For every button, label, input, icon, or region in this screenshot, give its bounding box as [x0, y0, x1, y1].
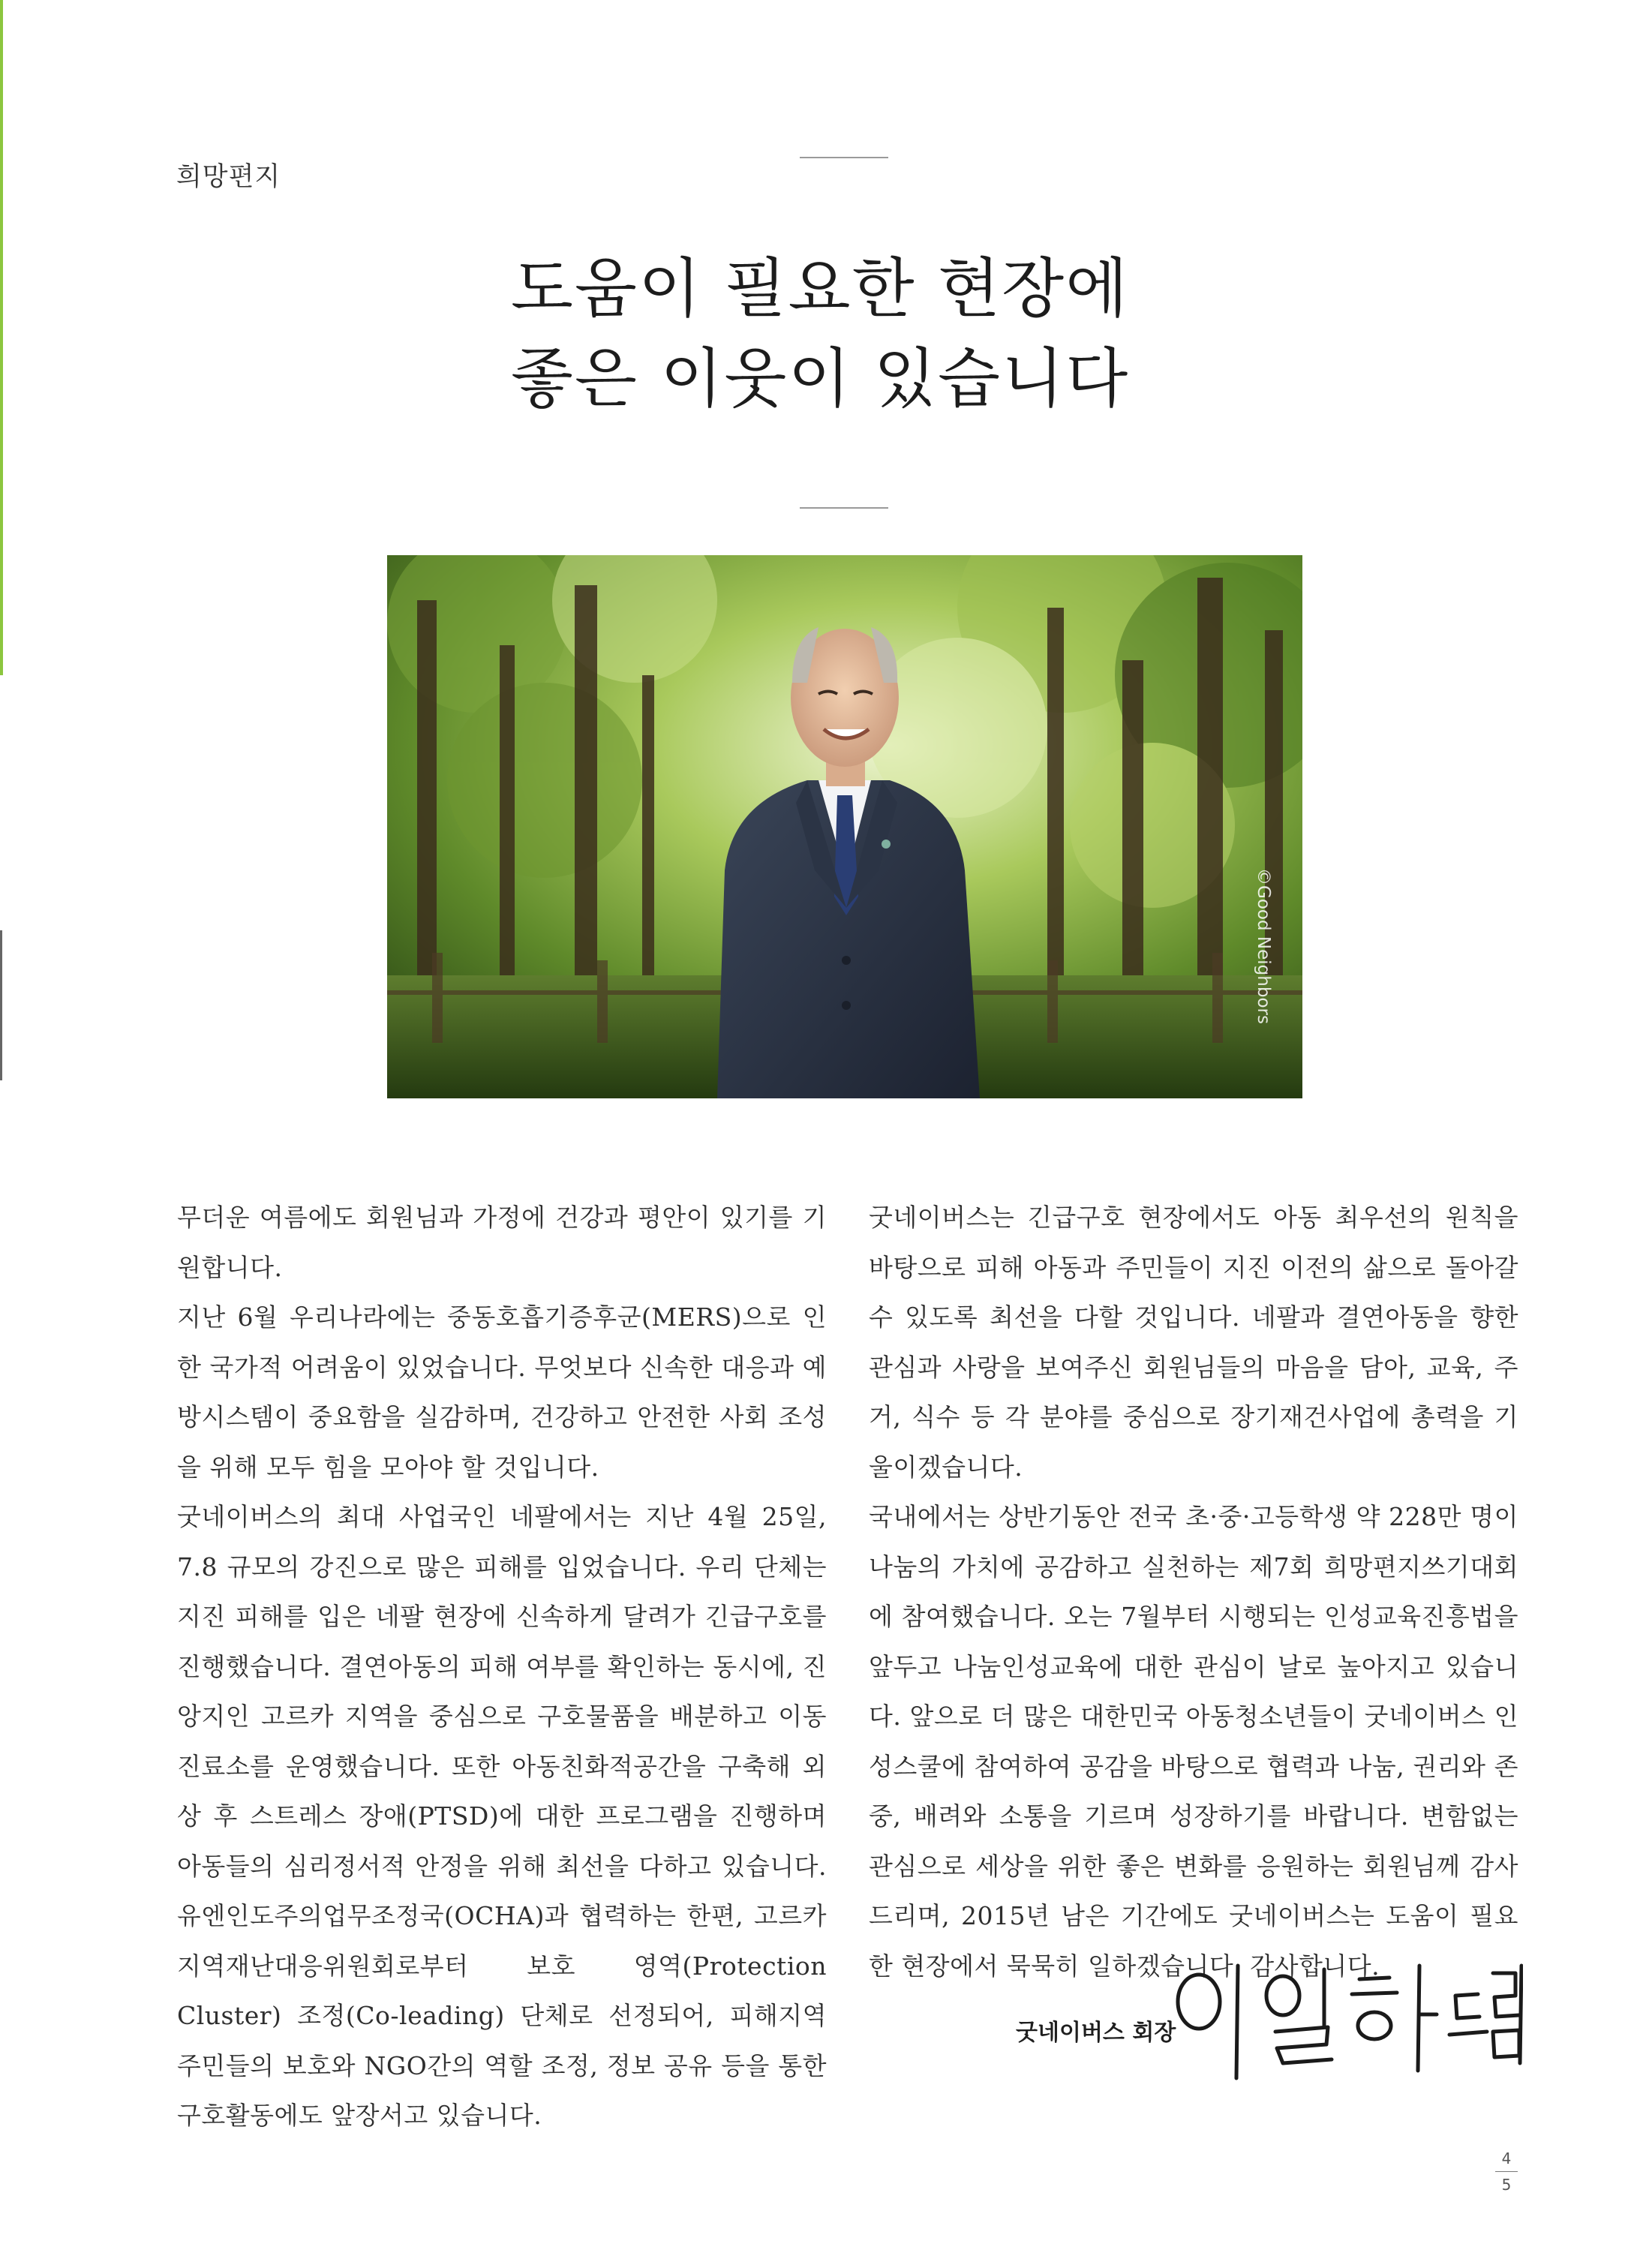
page-number-divider — [1495, 2171, 1518, 2172]
body-column-left — [177, 1193, 827, 2141]
body-paragraph: 지난 6월 우리나라에는 중동호흡기증후군(MERS)으로 인한 국가적 어려움이 있었습니다. 무엇보다 신속한 대응과 예방시스템이 중요함을 실감하며, 건강하고 안전한 사회 조성을 위해 모두 힘을 모아야 할 것입니다. — [177, 1302, 827, 1482]
page-number-next: 5 — [1501, 2176, 1512, 2194]
title-rule-bottom — [800, 507, 888, 509]
page-title-line-2: 좋은 이웃이 있습니다 — [510, 341, 1130, 416]
signatory-title: 굿네이버스 회장 — [1016, 2020, 1176, 2046]
body-column-right — [869, 1193, 1518, 1991]
body-paragraph: 굿네이버스의 최대 사업국인 네팔에서는 지난 4월 25일, 7.8 규모의 강진으로 많은 피해를 입었습니다. 우리 단체는 지진 피해를 입은 네팔 현장에 신속하게 달려가 긴급구호를 진행했습니다. 결연아동의 피해 여부를 확인하는 동시에, 진앙지인 고르카 지역을 중심으로 구호물품을 배분하고 이동진료소를 운영했습니다. 또한 아동친화적공간을 구축해 외상 후 스트레스 장애(PTSD)에 대한 프로그램을 진행하며 아동들의 심리정서적 안정을 위해 최선을 다하고 있습니다. 유엔인도주의업무조정국(OCHA)과 협력하는 한편, 고르카 지역재난대응위원회로부터 보호 영역(Protection Cluster) 조정(Co-leading) 단체로 선정되어, 피해지역 주민들의 보호와 NGO간의 역할 조정, 정보 공유 등을 통한 구호활동에도 앞장서고 있습니다. — [177, 1502, 828, 2130]
handwritten-signature — [1163, 1943, 1523, 2086]
signature-block — [1013, 1943, 1538, 2086]
portrait-photo — [387, 555, 1302, 1098]
body-paragraph: 무더운 여름에도 회원님과 가정에 건강과 평안이 있기를 기원합니다. — [177, 1203, 828, 1282]
portrait-photo-illustration — [387, 555, 1302, 1098]
body-paragraph: 국내에서는 상반기동안 전국 초·중·고등학생 약 228만 명이 나눔의 가치에 공감하고 실천하는 제7회 희망편지쓰기대회에 참여했습니다. 오는 7월부터 시행되는 인성교육진흥법을 앞두고 나눔인성교육에 대한 관심이 날로 높아지고 있습니다. 앞으로 더 많은 대한민국 아동청소년들이 굿네이버스 인성스쿨에 참여하여 공감을 바탕으로 협력과 나눔, 권리와 존중, 배려와 소통을 기르며 성장하기를 바랍니다. 변함없는 관심으로 세상을 위한 좋은 변화를 응원하는 회원님께 감사드리며, 2015년 남은 기간에도 굿네이버스는 도움이 필요한 현장에서 묵묵히 일하겠습니다. 감사합니다. — [869, 1502, 1518, 1981]
edge-marker — [0, 930, 2, 1080]
page-number-current: 4 — [1501, 2149, 1512, 2167]
section-label: 희망편지 — [176, 162, 281, 192]
page-title — [0, 244, 1640, 424]
title-rule-top — [800, 157, 888, 158]
page-title-line-1: 도움이 필요한 현장에 — [510, 251, 1130, 326]
photo-credit: ©Good Neighbors — [1254, 868, 1274, 1024]
page-number — [1491, 2147, 1521, 2196]
body-paragraph: 굿네이버스는 긴급구호 현장에서도 아동 최우선의 원칙을 바탕으로 피해 아동과 주민들이 지진 이전의 삶으로 돌아갈 수 있도록 최선을 다할 것입니다. 네팔과 결연아동을 향한 관심과 사랑을 보여주신 회원님들의 마음을 담아, 교육, 주거, 식수 등 각 분야를 중심으로 장기재건사업에 총력을 기울이겠습니다. — [869, 1203, 1519, 1482]
